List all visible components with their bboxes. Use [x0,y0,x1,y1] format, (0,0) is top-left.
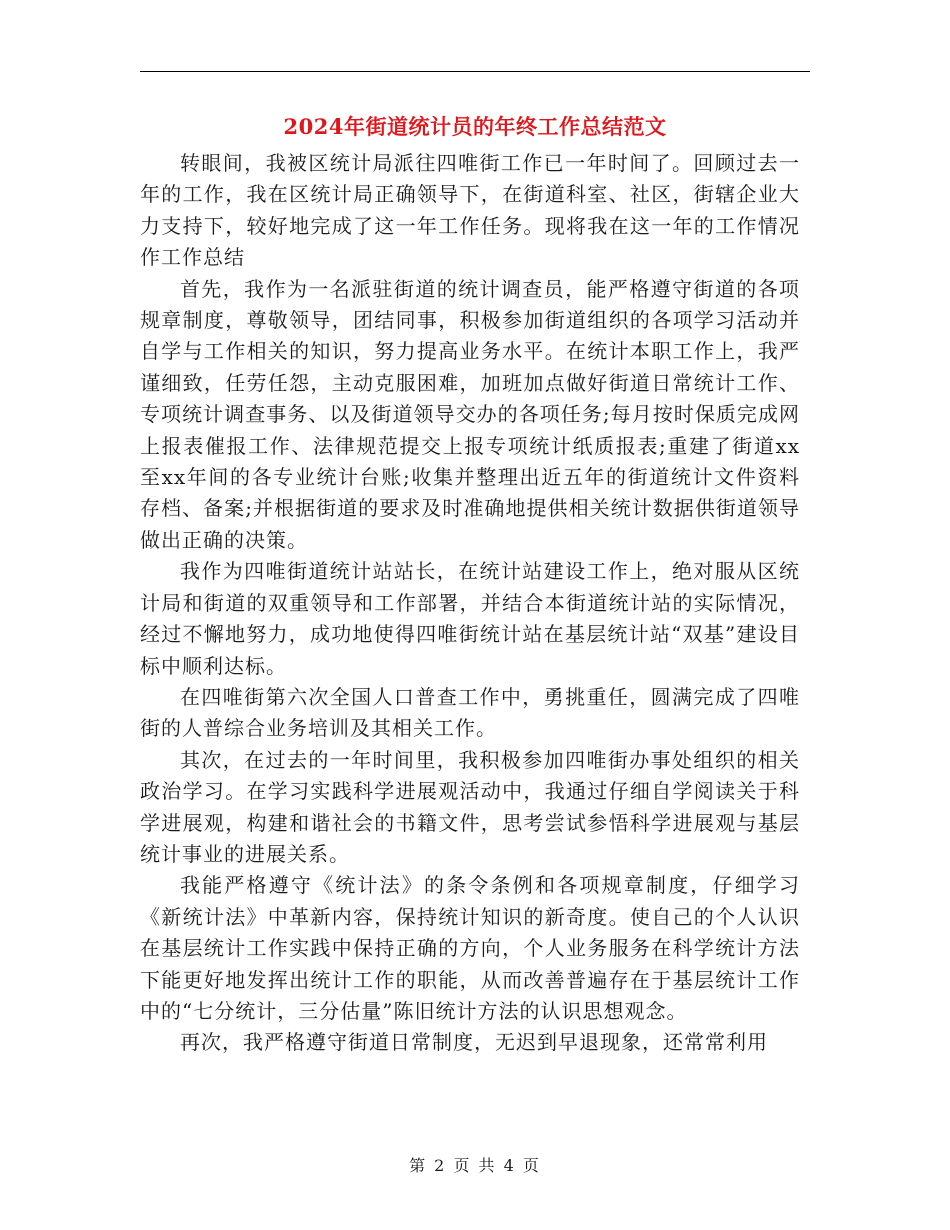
paragraph-station: 我作为四唯街道统计站站长，在统计站建设工作上，绝对服从区统计局和街道的双重领导和工作部署，并结合本街道统计站的实际情况，经过不懈地努力，成功地使得四唯街统计站在基层统计站“双基”建设目标中顺利达标。 [140,559,800,678]
paragraph-intro: 转眼间，我被区统计局派往四唯街工作已一年时间了。回顾过去一年的工作，我在区统计局正确领导下，在街道科室、社区，街辖企业大力支持下，较好地完成了这一年工作任务。现将我在这一年的工作情况作工作总结 [140,151,800,270]
header-rule [140,71,810,72]
paragraph-census: 在四唯街第六次全国人口普查工作中，勇挑重任，圆满完成了四唯街的人普综合业务培训及其相关工作。 [140,684,800,741]
document-title: 2024年街道统计员的年终工作总结范文 [283,114,667,139]
paragraph-law: 我能严格遵守《统计法》的条令条例和各项规章制度，仔细学习《新统计法》中革新内容，保持统计知识的新奇度。使自己的个人认识在基层统计工作实践中保持正确的方向，个人业务服务在科学统计方法下能更好地发挥出统计工作的职能，从而改善普遍存在于基层统计工作中的“七分统计，三分估量”陈旧统计方法的认识思想观念。 [140,873,800,1023]
document-body [140,148,800,1059]
paragraph-third: 再次，我严格遵守街道日常制度，无迟到早退现象，还常常利用 [180,1030,768,1055]
page-number-footer: 第 2 页 共 4 页 [409,1156,541,1175]
paragraph-second: 其次，在过去的一年时间里，我积极参加四唯街办事处组织的相关政治学习。在学习实践科学进展观活动中，我通过仔细自学阅读关于科学进展观，构建和谐社会的书籍文件，思考尝试参悟科学进展观与基层统计事业的进展关系。 [140,747,800,866]
paragraph-first: 首先，我作为一名派驻街道的统计调查员，能严格遵守街道的各项规章制度，尊敬领导，团结同事，积极参加街道组织的各项学习活动并自学与工作相关的知识，努力提高业务水平。在统计本职工作上，我严谨细致，任劳任怨，主动克服困难，加班加点做好街道日常统计工作、专项统计调查事务、以及街道领导交办的各项任务;每月按时保质完成网上报表催报工作、法律规范提交上报专项统计纸质报表;重建了街道xx至xx年间的各专业统计台账;收集并整理出近五年的街道统计文件资料存档、备案;并根据街道的要求及时准确地提供相关统计数据供街道领导做出正确的决策。 [140,276,800,552]
